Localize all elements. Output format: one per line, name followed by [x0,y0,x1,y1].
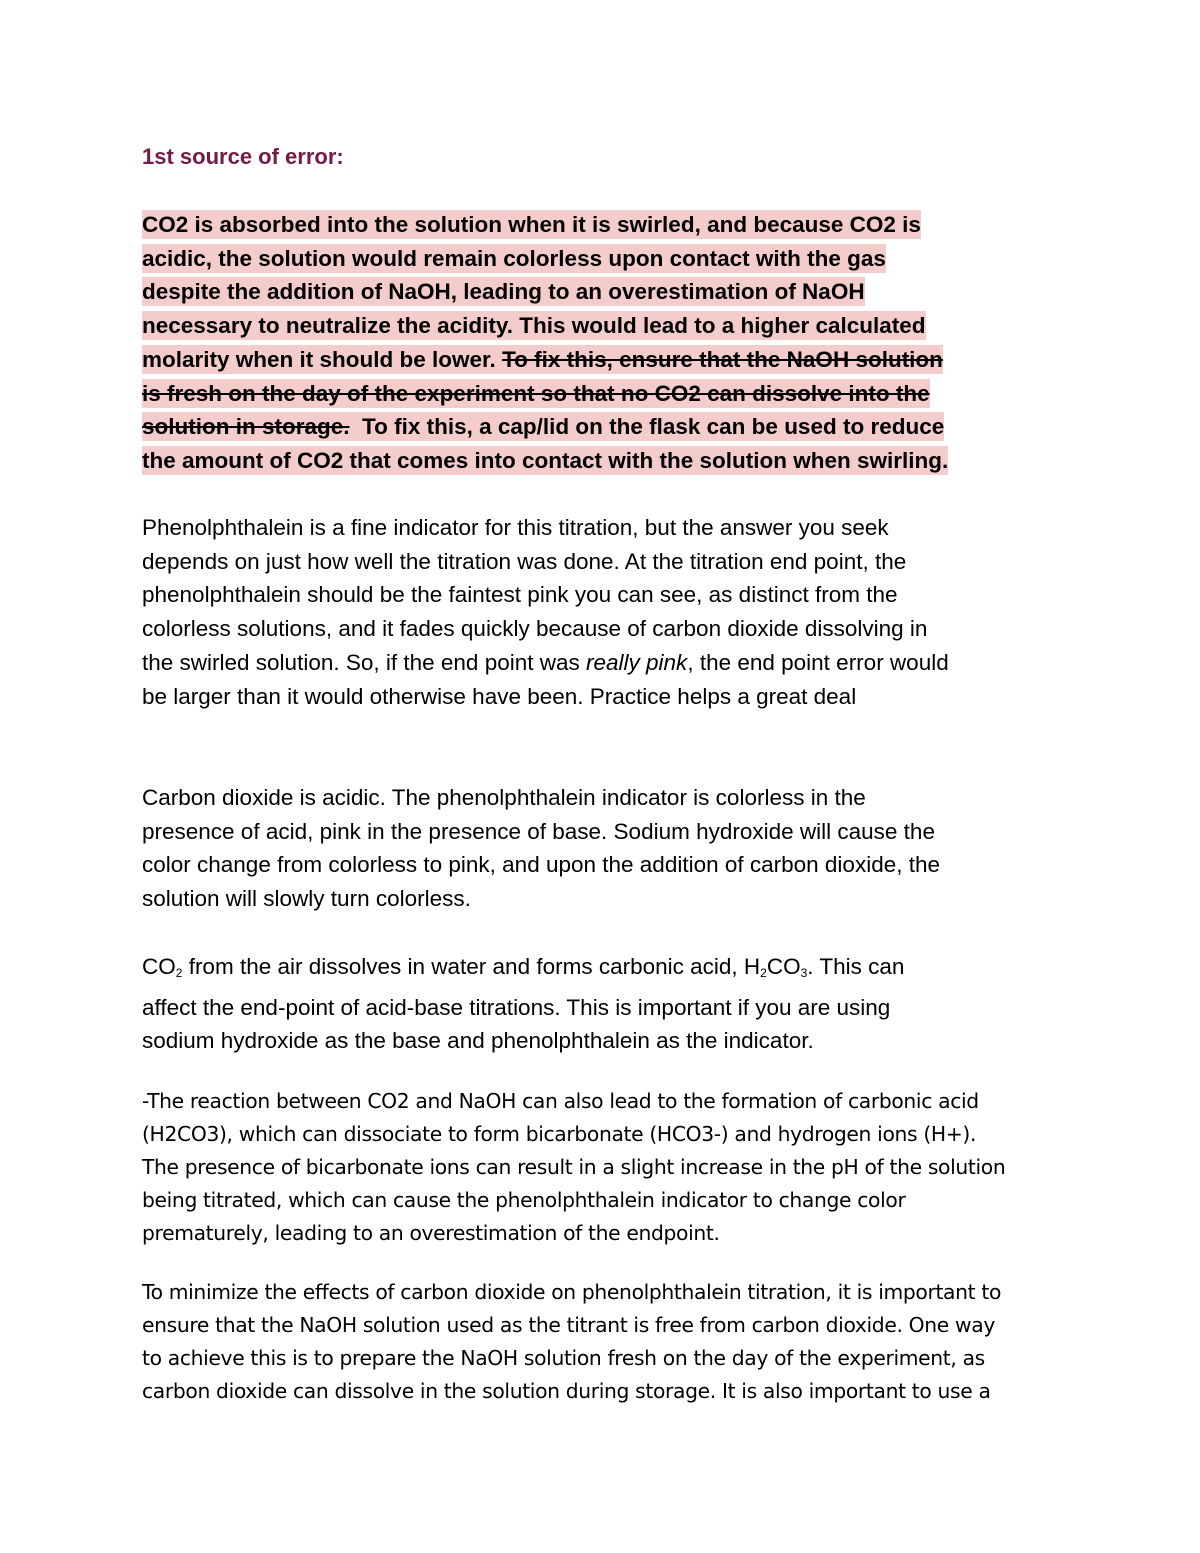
text-line: $CO_2$ from the air dissolves in water and forms carbonic acid, $H_2CO_3$. This can [142,954,905,980]
struck-text: To fix this, ensure that the NaOH solution [502,346,943,372]
co2-paragraph: $CO_2$ from the air dissolves in water and forms carbonic acid, $H_2CO_3$. This can affect the end-point of acid-base titrations. This is important if you are using sodium hydroxide as the base and phenolphthalein as the indicator. [142,950,1062,1058]
highlighted-error-paragraph [142,208,1062,478]
acidic-paragraph: Carbon dioxide is acidic. The phenolphthalein indicator is colorless in the presence of acid, pink in the presence of base. Sodium hydroxide will cause the color change from colorless to pink, and upon the addition of carbon dioxide, the solution will slowly turn colorless. [142,785,941,912]
text-line: despite the addition of NaOH, leading to an overestimation of NaOH [142,279,865,305]
text-line: CO2 is absorbed into the solution when it is swirled, and because CO2 is [142,212,921,237]
minimize-paragraph: To minimize the effects of carbon dioxide on phenolphthalein titration, it is important to ensure that the NaOH solution used as the titrant is free from carbon dioxide. One way to achieve this is to prepare the NaOH solution fresh on the day of the experiment, as carbon dioxide can dissolve in the solution during storage. It is also important to use a [142,1280,1002,1403]
struck-text: solution in storage. [142,414,350,440]
text-line: acidic, the solution would remain colorless upon contact with the gas [142,245,886,271]
text-line [142,377,1062,411]
phenolphthalein-paragraph: Phenolphthalein is a fine indicator for this titration, but the answer you seek depends on just how well the titration was done. At the titration end point, the phenolphthalein should be the faintest pink you can see, as distinct from the colorless solutions, and it fades quickly because of carbon dioxide dissolving in the swirled solution. So, if the end point was really pink, the end point error would be larger than it would otherwise have been. Practice helps a great deal [142,511,1062,713]
section-heading: 1st source of error: [142,144,344,169]
text-line: necessary to neutralize the acidity. This would lead to a higher calculated [142,313,926,339]
text-line [142,444,1062,478]
struck-text: is fresh on the day of the experiment so that no CO2 can dissolve into the [142,380,930,406]
italic-emphasis: really pink [586,649,688,675]
fix-text: the amount of CO2 that comes into contact with the solution when swirling. [142,447,949,473]
text-line: the swirled solution. So, if the end point was really pink, the end point error would [142,649,949,675]
fix-text: To fix this, a cap/lid on the flask can be used to reduce [349,414,945,440]
text-line: molarity when it should be lower. To fix this, ensure that the NaOH solution [142,346,943,372]
reaction-paragraph: -The reaction between CO2 and NaOH can also lead to the formation of carbonic acid (H2CO3), which can dissociate to form bicarbonate (HCO3-) and hydrogen ions (H+). The presence of bicarbonate ions can result in a slight increase in the pH of the solution being titrated, which can cause the phenolphthalein indicator to change color prematurely, leading to an overestimation of the endpoint. [142,1089,1006,1245]
text-line [142,410,1062,444]
